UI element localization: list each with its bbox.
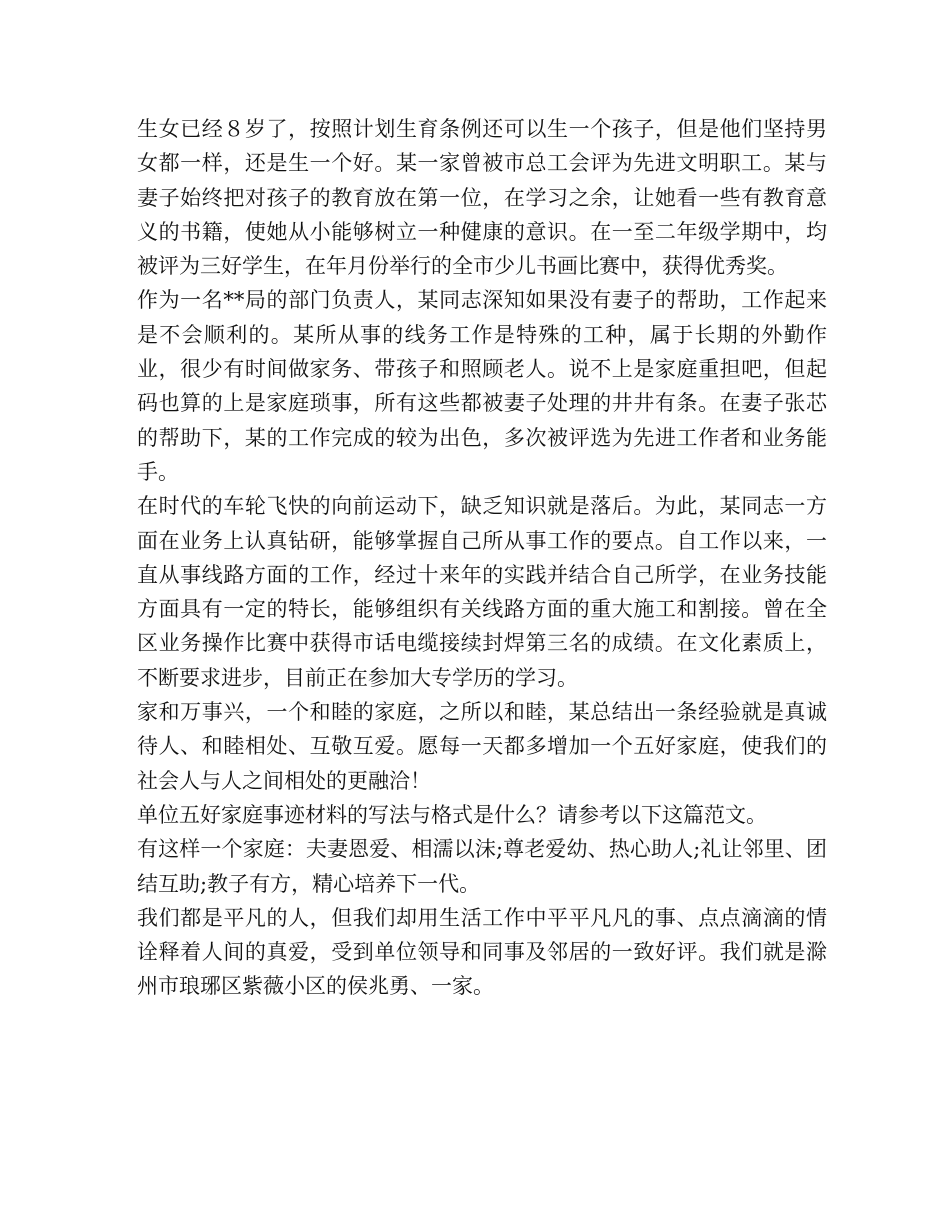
document-body (137, 112, 827, 1004)
paragraph-1: 生女已经８岁了，按照计划生育条例还可以生一个孩子，但是他们坚持男女都一样，还是生一个好。某一家曾被市总工会评为先进文明职工。某与妻子始终把对孩子的教育放在第一位，在学习之余，让她看一些有教育意义的书籍，使她从小能够树立一种健康的意识。在一至二年级学期中，均被评为三好学生，在年月份举行的全市少儿书画比赛中，获得优秀奖。 (137, 117, 827, 279)
paragraph-7: 我们都是平凡的人，但我们却用生活工作中平平凡凡的事、点点滴滴的情诠释着人间的真爱，受到单位领导和同事及邻居的一致好评。我们就是滁州市琅琊区紫薇小区的侯兆勇、一家。 (137, 905, 827, 999)
paragraph-2: 作为一名**局的部门负责人，某同志深知如果没有妻子的帮助，工作起来是不会顺利的。某所从事的线务工作是特殊的工种，属于长期的外勤作业，很少有时间做家务、带孩子和照顾老人。说不上是家庭重担吧，但起码也算的上是家庭琐事，所有这些都被妻子处理的井井有条。在妻子张芯的帮助下，某的工作完成的较为出色，多次被评选为先进工作者和业务能手。 (137, 288, 827, 484)
paragraph-4: 家和万事兴，一个和睦的家庭，之所以和睦，某总结出一条经验就是真诚待人、和睦相处、互敬互爱。愿每一天都多增加一个五好家庭，使我们的社会人与人之间相处的更融洽！ (137, 700, 827, 793)
paragraph-3: 在时代的车轮飞快的向前运动下，缺乏知识就是落后。为此，某同志一方面在业务上认真钻研，能够掌握自己所从事工作的要点。自工作以来，一直从事线路方面的工作，经过十来年的实践并结合自己所学，在业务技能方面具有一定的特长，能够组织有关线路方面的重大施工和割接。曾在全区业务操作比赛中获得市话电缆接续封焊第三名的成绩。在文化素质上，不断要求进步，目前正在参加大专学历的学习。 (137, 494, 827, 690)
paragraph-6: 有这样一个家庭：夫妻恩爱、相濡以沫;尊老爱幼、热心助人;礼让邻里、团结互助;教子有方，精心培养下一代。 (137, 837, 827, 896)
paragraph-5: 单位五好家庭事迹材料的写法与格式是什么？请参考以下这篇范文。 (137, 802, 767, 827)
